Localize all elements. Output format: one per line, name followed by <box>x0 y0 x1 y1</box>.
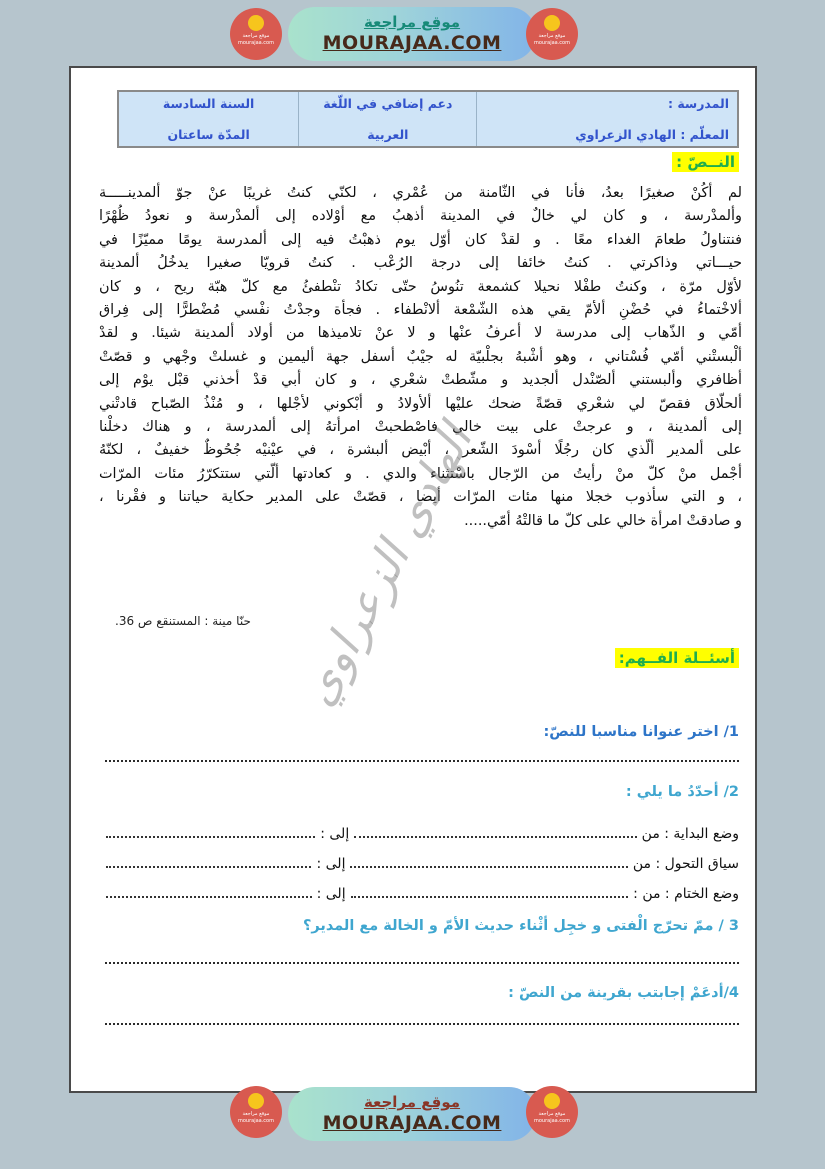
lesson-info-table <box>117 90 739 148</box>
subject-line1: دعم إضافي في اللّغة <box>323 96 453 111</box>
question-3: 3 / ممّ تحرّج الْفتى و خجِل أثْناء حديث الأمّ و الخالة مع المدير؟ <box>302 918 739 934</box>
school-label: المدرسة : <box>668 96 729 111</box>
text-line: على ألمدير ألّذي كان رجُلًا أسْودَ الشّعر ، أبْيض ألبشرة ، في عيْنيْه جُحُوظٌ خفيفٌ ، لكنّهُ <box>99 442 742 459</box>
text-line: أظافري وألبستني ألصّنْدل ألجديد و مشّطتْ شعْري ، و كان أبي قدْ أخذني قبْل يوْم إلى <box>99 372 742 389</box>
header-banner[interactable] <box>288 7 536 61</box>
q2-from-label: سياق التحول : من <box>632 856 739 872</box>
question-2-items <box>101 814 739 904</box>
q2-to-label: إلى : <box>316 886 346 902</box>
info-cell-subject <box>298 92 477 146</box>
text-line: لأوّل مرّة ، وكنتُ طفْلا نحيلا كشمعة تنُوسُ حتّى تكادُ تنْطفئُ مع كلّ هبّة ريح ، و كان <box>99 278 742 295</box>
q2-to-label: إلى : <box>316 856 346 872</box>
logo-text-domain: mourajaa.com <box>237 39 274 46</box>
answer-line-q1 <box>105 760 739 762</box>
logo-book-icon <box>248 1093 264 1109</box>
q2-to-label: إلى : <box>320 826 350 842</box>
text-line: أمّي و الذّهاب إلى مدرسة لا أعرفُ عنْها و لا عنْ تلاميذها من أولاد ألمدينة شيئا. و لقدْ <box>99 325 742 342</box>
q2-row-ending <box>101 874 739 904</box>
text-line: ، و التي سأذوب خجلا منها مئات المرّات أيضا ، قصّتْ على المدير حكاية حياتنا و فقْرنا ، <box>99 489 742 506</box>
logo-book-icon <box>544 1093 560 1109</box>
text-line: حيـــاتي وذاكرتي . كنتُ خائفا إلى درجة الرُعْب . كنتُ قرويّا صغيرا يدخُلُ ألمدينة <box>99 255 742 272</box>
questions-section-heading: أسئــلة الفــهم: <box>615 648 739 668</box>
text-line: فنتناولُ طعامَ الغداء معًا . و لقدْ كان أوّل يوم ذهبْتُ فيه إلى ألمدرسة يومًا مميّزًا في <box>99 231 742 248</box>
footer-logo-left <box>230 1086 282 1138</box>
reading-text <box>99 182 742 533</box>
text-line: وألمدْرسة ، و كان لي خالٌ في المدينة أذهبُ مع أوْلاده إلى ألمدْرسة و نعودُ ظُهْرًا <box>99 208 742 225</box>
q2-answer-fill <box>106 866 311 868</box>
duration-label: المدّة ساعتان <box>167 127 250 142</box>
header-site-domain-link[interactable]: MOURAJAA.COM <box>322 31 502 54</box>
q2-from-label: وضع البداية : من <box>641 826 739 842</box>
subject-line2: العربية <box>367 127 409 142</box>
grade-label: السنة السادسة <box>162 96 255 111</box>
answer-line-q3 <box>105 962 739 964</box>
text-line: ألاخْتماءُ في حُضْنِ ألأمّ يقي هذه الشّمْعة ألانْطفاء . فجأة وجدْتُ نفْسي مُضْطرًّا إلى فِراق <box>99 302 742 319</box>
info-cell-school-teacher <box>477 92 737 146</box>
logo-text-domain: mourajaa.com <box>533 1117 570 1124</box>
logo-text-ar: موقع مراجعة <box>242 1111 270 1117</box>
logo-text-ar: موقع مراجعة <box>242 33 270 39</box>
text-source-reference: حنّا مينة : المستنقع ص 36. <box>115 614 251 628</box>
text-line: أجْمل منْ كلّ منْ رأيتُ من الرّجال باسْتثناء والدي . و كعادتها ألّتي ستتكرّرُ مئات المرّات <box>99 465 742 482</box>
q2-row-beginning <box>101 814 739 844</box>
q2-answer-fill <box>106 836 315 838</box>
text-line: و صادقتْ امرأة خالي على كلّ ما قالتْهُ أمّي..... <box>464 512 742 529</box>
teacher-label: المعلّم : الهادي الزعراوي <box>575 127 729 142</box>
text-line: لم أكُنْ صغيرًا بعدُ، فأنا في الثّامنة من عُمْري ، لكنّي كنتُ غريبًا عنْ جوّ ألمدينـــــة <box>99 185 742 201</box>
document-page <box>69 66 757 1093</box>
question-4: 4/أدعَمْ إجابتب بقرينة من النصّ : <box>508 985 739 1001</box>
info-cell-grade-duration <box>119 92 298 146</box>
text-line: إلى ألمدينة ، و عرجتْ على بيت خالي فاصْطحبتْ امرأتهُ إلى ألمدرسة ، و هناك دخلْنا <box>99 419 742 436</box>
q2-answer-fill <box>351 896 629 898</box>
question-1: 1/ اختر عنوانا مناسبا للنصّ: <box>543 724 739 740</box>
footer-site-domain-link[interactable]: MOURAJAA.COM <box>322 1111 502 1134</box>
header-site-name[interactable]: موقع مراجعة <box>363 13 461 32</box>
logo-text-domain: mourajaa.com <box>533 39 570 46</box>
logo-book-icon <box>248 15 264 31</box>
q2-answer-fill <box>350 866 627 868</box>
text-line: ألحلّاق فقصّ لي شعْري قصّةً ضحك عليْها ألأولادُ و أبْكوني لأجْلها ، و مُنْذُ الصّباح قادتْني <box>99 395 742 412</box>
q2-row-transition <box>101 844 739 874</box>
question-2: 2/ أحدّدُ ما يلي : <box>625 784 739 800</box>
text-section-heading: النــصّ : <box>672 152 739 172</box>
header-logo-right <box>526 8 578 60</box>
logo-book-icon <box>544 15 560 31</box>
q2-answer-fill <box>354 836 636 838</box>
answer-line-q4 <box>105 1023 739 1025</box>
q2-from-label: وضع الختام : من : <box>633 886 739 902</box>
footer-banner[interactable] <box>288 1087 536 1141</box>
footer-site-name[interactable]: موقع مراجعة <box>363 1093 461 1112</box>
author-watermark: الهادي الزعراوي <box>289 415 483 715</box>
header-logo-left <box>230 8 282 60</box>
logo-text-domain: mourajaa.com <box>237 1117 274 1124</box>
q2-answer-fill <box>106 896 312 898</box>
logo-text-ar: موقع مراجعة <box>538 1111 566 1117</box>
logo-text-ar: موقع مراجعة <box>538 33 566 39</box>
text-line: ألْبستْني أمّي فُسْتاني ، وهو أشْبهُ بجلْبيّة له جيْبٌ أسفل جهة أليمين و غسلتْ وجْهي و قصّتْ <box>99 348 742 365</box>
footer-logo-right <box>526 1086 578 1138</box>
